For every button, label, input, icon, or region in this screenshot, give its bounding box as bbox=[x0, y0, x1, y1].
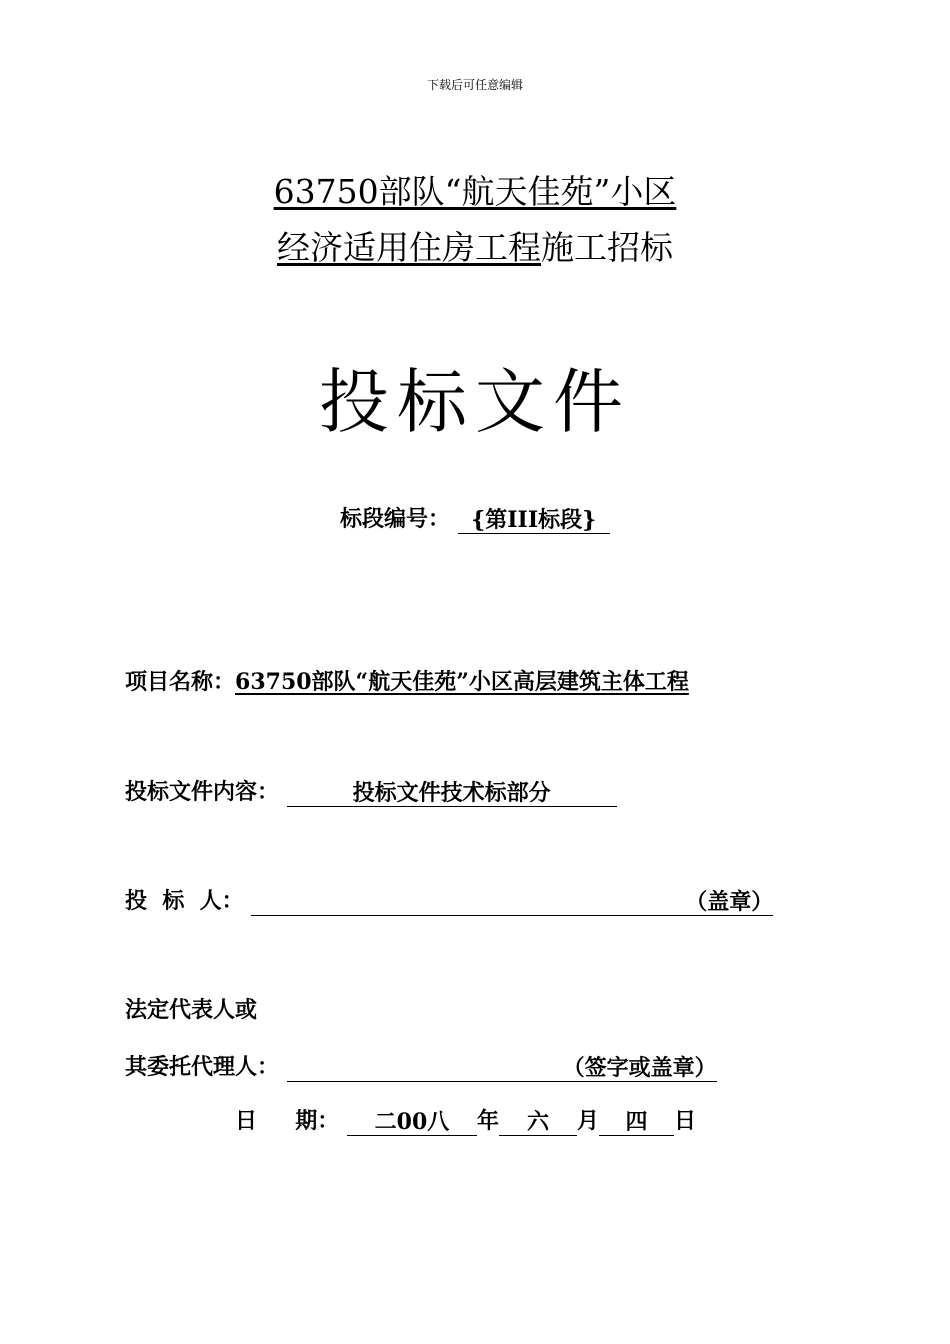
bidder-label: 投 标 人： bbox=[125, 888, 244, 914]
section-number-value: {第III标段} bbox=[458, 507, 610, 534]
date-year-unit: 年 bbox=[476, 1108, 499, 1134]
date-year: 二00八 bbox=[347, 1109, 477, 1136]
agent-row bbox=[125, 1052, 717, 1082]
date-month: 六 bbox=[499, 1109, 577, 1136]
content-label: 投标文件内容： bbox=[125, 779, 280, 805]
bidder-seal-note: （盖章） bbox=[685, 889, 774, 915]
bidder-row bbox=[125, 886, 773, 916]
section-number-row bbox=[340, 504, 610, 534]
project-name-label: 项目名称： bbox=[125, 669, 236, 695]
date-month-unit: 月 bbox=[576, 1108, 599, 1134]
document-title: 投标文件 bbox=[319, 361, 631, 443]
project-name-row bbox=[125, 667, 689, 697]
header-note: 下载后可任意编辑 bbox=[426, 78, 523, 92]
agent-blank bbox=[287, 1055, 717, 1082]
title-line-2 bbox=[0, 228, 950, 268]
date-day-unit: 日 bbox=[674, 1108, 697, 1134]
title-line-2-underlined: 经济适用住房工程 bbox=[277, 228, 541, 267]
agent-label: 其委托代理人： bbox=[125, 1054, 280, 1080]
section-number-label: 标段编号： bbox=[340, 506, 451, 532]
content-row bbox=[125, 777, 617, 807]
bidder-blank bbox=[251, 889, 773, 916]
content-value: 投标文件技术标部分 bbox=[287, 780, 617, 807]
agent-sign-note: （签字或盖章） bbox=[562, 1055, 717, 1081]
project-name-value: 63750部队“航天佳苑”小区高层建筑主体工程 bbox=[235, 669, 689, 695]
title-line-1-text: 63750部队“航天佳苑”小区 bbox=[273, 172, 677, 211]
legal-rep-line-1: 法定代表人或 bbox=[125, 997, 258, 1023]
title-line-1 bbox=[0, 172, 950, 212]
date-row bbox=[235, 1106, 696, 1136]
title-line-2-rest: 施工招标 bbox=[541, 228, 673, 267]
date-label: 日 期： bbox=[235, 1108, 340, 1134]
date-day: 四 bbox=[599, 1109, 674, 1136]
